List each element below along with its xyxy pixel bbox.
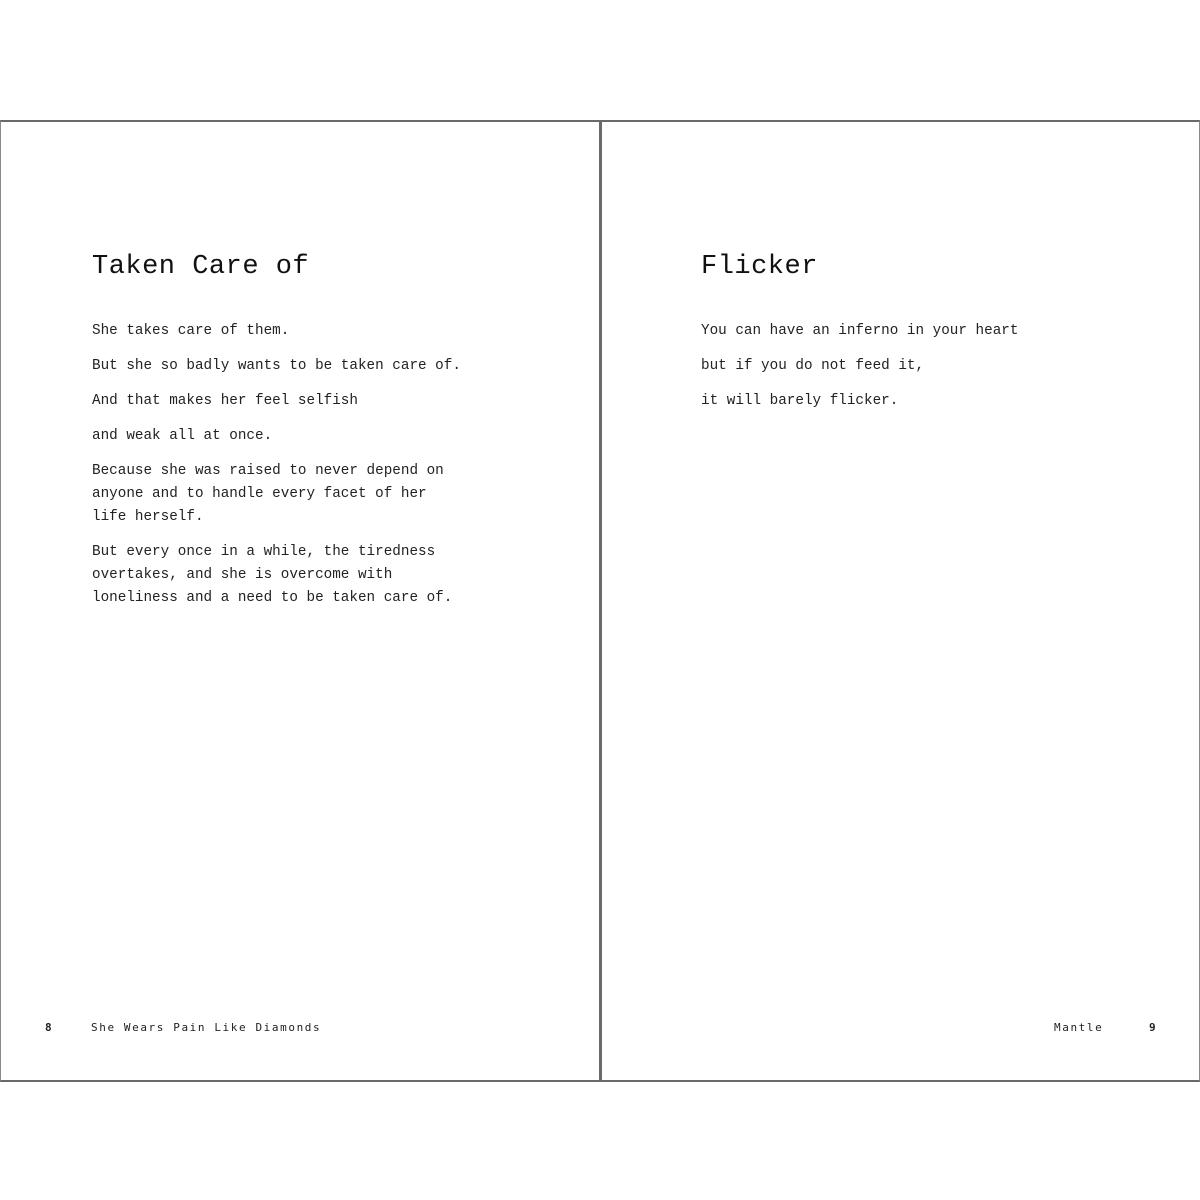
page-number: 8 xyxy=(45,1021,52,1034)
poem-stanza: But she so badly wants to be taken care of. xyxy=(92,358,461,374)
poem-stanza: And that makes her feel selfish xyxy=(92,393,358,409)
poem-body xyxy=(92,320,492,622)
running-head: She Wears Pain Like Diamonds xyxy=(91,1021,322,1034)
poem-title: Taken Care of xyxy=(92,252,310,282)
poem-stanza: But every once in a while, the tiredness overtakes, and she is overcome with loneliness and a need to be taken care of. xyxy=(92,544,453,606)
poem-stanza: but if you do not feed it, xyxy=(701,358,925,374)
poem-stanza: You can have an inferno in your heart xyxy=(701,323,1019,339)
poem-stanza: it will barely flicker. xyxy=(701,393,899,409)
right-page xyxy=(602,122,1199,1080)
poem-body xyxy=(701,320,1121,425)
poem-title: Flicker xyxy=(701,252,818,282)
poem-stanza: Because she was raised to never depend on anyone and to handle every facet of her life herself. xyxy=(92,463,444,525)
book-spread xyxy=(0,120,1200,1082)
poem-stanza: and weak all at once. xyxy=(92,428,273,444)
poem-stanza: She takes care of them. xyxy=(92,323,290,339)
running-head: Mantle xyxy=(1054,1021,1104,1034)
left-page xyxy=(1,122,599,1080)
page-number: 9 xyxy=(1149,1021,1156,1034)
